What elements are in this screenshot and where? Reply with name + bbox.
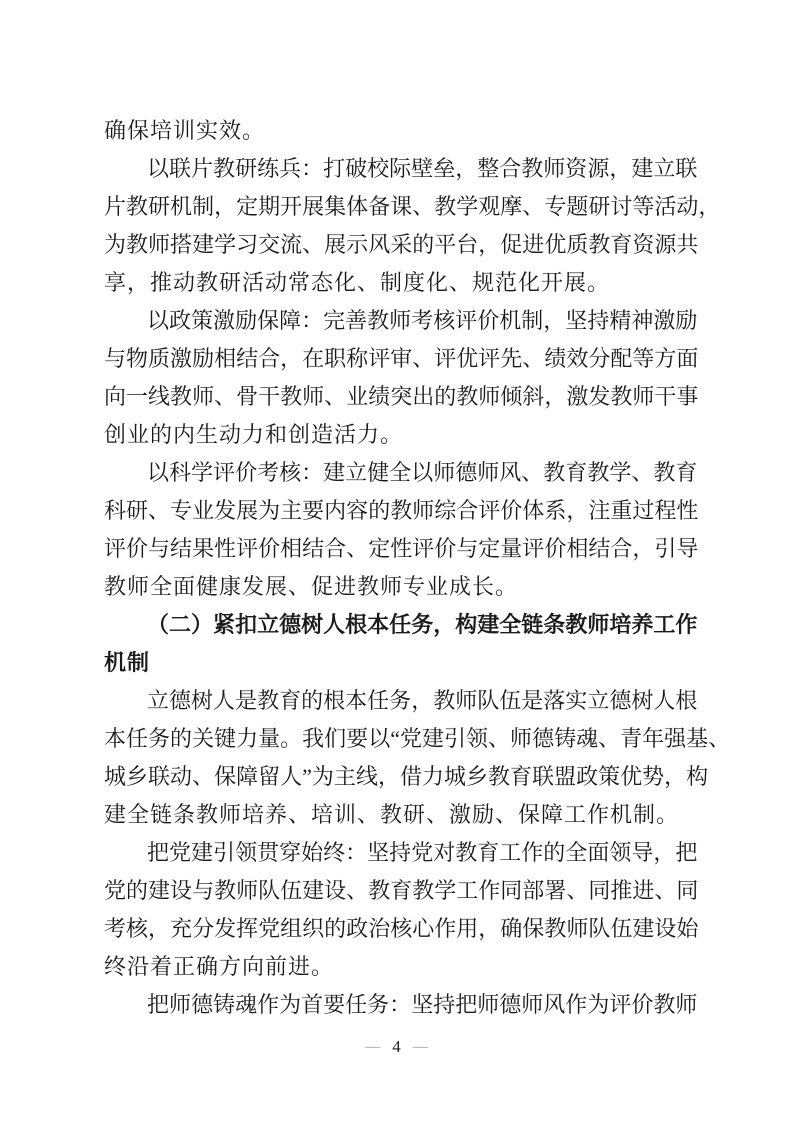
text-line: 教师全面健康发展、促进教师专业成长。 <box>104 574 519 599</box>
text-line: 终沿着正确方向前进。 <box>104 954 335 979</box>
footer-dash-right: — <box>412 1039 428 1055</box>
text-line: 本 任 务 的 关 键 力 量 。 我 们 要 以 “ 党 建 引 领 、 师 德 铸 魂 、 青 年 强 基 、 <box>104 726 731 751</box>
text-line: 享，推动教研活动常态化、制度化、规范化开展。 <box>104 270 611 295</box>
text-line: 以 政 策 激 励 保 障 ： 完 善 教 师 考 核 评 价 机 制 ， 坚 持 精 神 激 励 <box>147 308 698 333</box>
text-line: 片 教 研 机 制 ， 定 期 开 展 集 体 备 课 、 教 学 观 摩 、 专 题 研 讨 等 活 动 ， <box>104 194 721 219</box>
document-body <box>104 112 731 1024</box>
text-line: 为 教 师 搭 建 学 习 交 流 、 展 示 风 采 的 平 台 ， 促 进 优 质 教 育 资 源 共 <box>104 232 699 257</box>
text-line: 评 价 与 结 果 性 评 价 相 结 合 、 定 性 评 价 与 定 量 评 价 相 结 合 ， 引 导 <box>104 536 699 561</box>
text-line: 考 核 ， 充 分 发 挥 党 组 织 的 政 治 核 心 作 用 ， 确 保 教 师 队 伍 建 设 始 <box>104 916 699 941</box>
text-line: 以 联 片 教 研 练 兵 ： 打 破 校 际 壁 垒 ， 整 合 教 师 资 源 ， 建 立 联 <box>147 156 698 181</box>
text-line: 创业的内生动力和创造活力。 <box>104 422 404 447</box>
text-line: 机制 <box>104 650 151 675</box>
text-line: 向 一 线 教 师 、 骨 干 教 师 、 业 绩 突 出 的 教 师 倾 斜 ， 激 发 教 师 干 事 <box>104 384 699 409</box>
page-number: 4 <box>392 1037 401 1056</box>
text-line: 与 物 质 激 励 相 结 合 ， 在 职 称 评 审 、 评 优 评 先 、 绩 效 分 配 等 方 面 <box>104 346 699 371</box>
text-line: 科 研 、 专 业 发 展 为 主 要 内 容 的 教 师 综 合 评 价 体 系 ， 注 重 过 程 性 <box>104 498 699 523</box>
footer-dash-left: — <box>365 1039 381 1055</box>
text-line: 把 师 德 铸 魂 作 为 首 要 任 务 ： 坚 持 把 师 德 师 风 作 为 评 价 教 师 <box>147 992 698 1017</box>
text-line: 建全链条教师培养、培训、教研、激励、保障工作机制。 <box>104 802 680 827</box>
text-line: 确保培训实效。 <box>104 118 266 143</box>
page-footer <box>0 1036 793 1058</box>
text-line: 城 乡 联 动 、 保 障 留 人 ” 为 主 线 ， 借 力 城 乡 教 育 联 盟 政 策 优 势 ， 构 <box>104 764 709 789</box>
text-line: （ 二 ） 紧 扣 立 德 树 人 根 本 任 务 ， 构 建 全 链 条 教 师 培 养 工 作 <box>147 612 698 637</box>
text-line: 党 的 建 设 与 教 师 队 伍 建 设 、 教 育 教 学 工 作 同 部 署 、 同 推 进 、 同 <box>104 878 699 903</box>
text-line: 以 科 学 评 价 考 核 ： 建 立 健 全 以 师 德 师 风 、 教 育 教 学 、 教 育 <box>147 460 698 485</box>
text-line: 立 德 树 人 是 教 育 的 根 本 任 务 ， 教 师 队 伍 是 落 实 立 德 树 人 根 <box>147 688 698 713</box>
text-line: 把 党 建 引 领 贯 穿 始 终 ： 坚 持 党 对 教 育 工 作 的 全 面 领 导 ， 把 <box>147 840 698 865</box>
